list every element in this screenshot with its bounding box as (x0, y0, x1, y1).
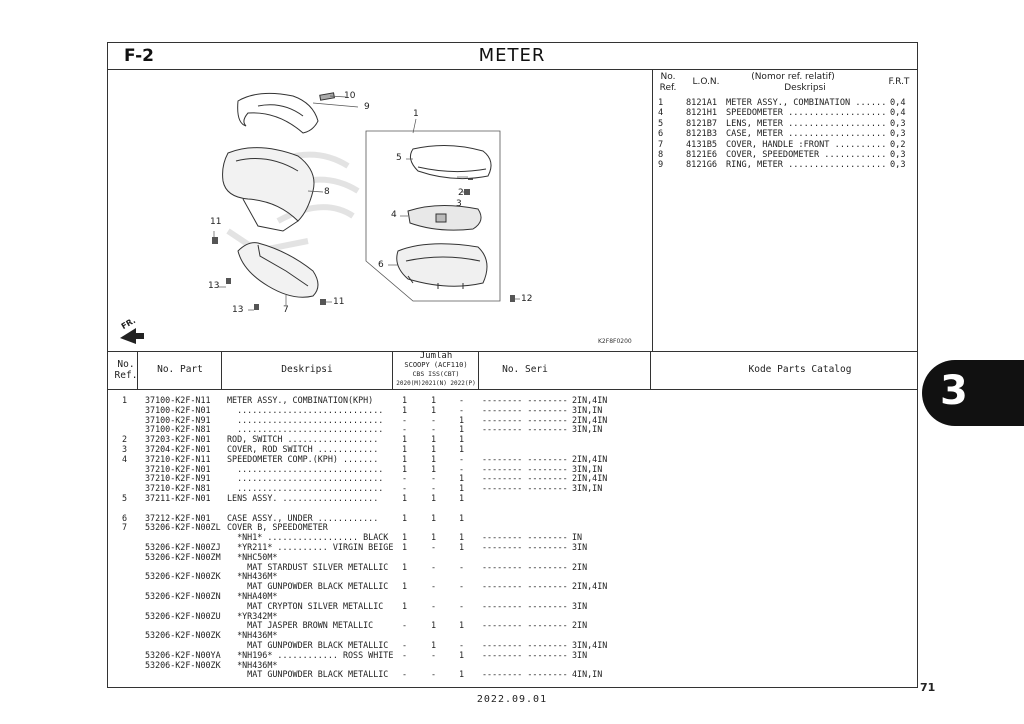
cell-q2: 1 (431, 444, 437, 454)
table-row (112, 631, 732, 641)
cell-kode: 3IN,IN (572, 424, 603, 435)
cell-seri: -------- -------- (482, 395, 568, 405)
figure-code: K2F8F0200 (598, 338, 632, 345)
cell-q1: 1 (402, 532, 408, 543)
cell-q3: 1 (459, 483, 465, 494)
callout: 7 (283, 305, 289, 315)
cell-desc: *NH1* .................. BLACK (227, 532, 389, 543)
ref-cell-lon: 8121E6 (686, 150, 718, 160)
cell-desc: *NH436M* (227, 659, 278, 670)
ref-cell-desc: CASE, METER ................... (726, 129, 887, 140)
cell-kode: 3IN,IN (572, 404, 603, 415)
cell-kode: 3IN,4IN (572, 640, 608, 650)
page-title: METER (478, 45, 546, 66)
cell-q1: - (402, 483, 408, 494)
meter-exploded-drawing (108, 71, 652, 351)
ref-cell-frt: 0,3 (890, 160, 906, 171)
cell-desc: COVER B, SPEEDOMETER (227, 522, 328, 533)
cell-q1: - (402, 414, 408, 425)
table-row (112, 494, 732, 504)
cell-seri: -------- -------- (482, 463, 568, 474)
ref-cell-desc: SPEEDOMETER ................... (726, 108, 887, 119)
cell-q2: - (431, 542, 437, 552)
table-row (112, 670, 732, 680)
cell-part: 37212-K2F-N01 (145, 512, 211, 523)
cell-part: 37210-K2F-N81 (145, 483, 211, 494)
cell-q1: 1 (402, 444, 408, 454)
callout: 8 (324, 187, 330, 197)
table-row (112, 572, 732, 582)
cell-part: 53206-K2F-N00ZM (145, 551, 221, 562)
cell-q1: 1 (402, 404, 408, 415)
callout: 6 (378, 260, 384, 270)
cell-q1: - (402, 473, 408, 484)
cell-q2: - (431, 649, 437, 660)
ref-cell-lon: 4131B5 (686, 139, 718, 150)
cell-ref: 7 (122, 522, 128, 533)
ref-cell-desc: COVER, SPEEDOMETER ............ (726, 150, 887, 160)
cell-q2: 1 (431, 532, 437, 543)
ref-cell-no: 7 (658, 139, 664, 150)
cell-desc: ............................. (227, 414, 384, 425)
cell-seri: -------- -------- (482, 483, 568, 494)
callout: 5 (396, 153, 402, 163)
cell-seri: -------- -------- (482, 669, 568, 680)
cell-kode: 2IN,4IN (572, 453, 608, 464)
page-number: 71 (920, 681, 936, 694)
ref-cell-no: 9 (658, 160, 664, 171)
cell-q3: 1 (459, 620, 465, 631)
cell-q3: 1 (459, 542, 465, 552)
cell-q2: 1 (431, 640, 437, 650)
cell-kode: 2IN,4IN (572, 473, 608, 484)
cell-q3: 1 (459, 649, 465, 660)
cell-q3: 1 (459, 414, 465, 425)
cell-kode: 3IN (572, 600, 588, 611)
cell-q3: - (459, 395, 465, 405)
chapter-tab-label: 3 (940, 368, 968, 414)
cell-q3: - (459, 600, 465, 611)
parts-header-model: SCOOPY (ACF110) (404, 361, 468, 369)
parts-header-kode: Kode Parts Catalog (748, 364, 852, 375)
cell-q3: 1 (459, 473, 465, 484)
table-row (112, 523, 732, 533)
cell-q3: 1 (459, 424, 465, 435)
cell-seri: -------- -------- (482, 404, 568, 415)
cell-part: 53206-K2F-N00YA (145, 649, 221, 660)
ref-cell-frt: 0,4 (890, 108, 906, 119)
cell-part: 37100-K2F-N91 (145, 414, 211, 425)
callout: 4 (391, 210, 397, 220)
cell-q3: 1 (459, 434, 465, 445)
cell-kode: IN (572, 532, 583, 543)
cell-seri: -------- -------- (482, 649, 568, 660)
callout: 11 (210, 217, 222, 227)
ref-cell-no: 5 (658, 118, 664, 129)
parts-header-model-sub: CBS ISS(CBT) (412, 370, 460, 378)
cell-q1: 1 (402, 542, 408, 552)
table-row (112, 612, 732, 622)
cell-part: 37210-K2F-N01 (145, 463, 211, 474)
chapter-tab (922, 360, 1024, 426)
print-date: 2022.09.01 (476, 694, 548, 705)
ref-cell-lon: 8121G6 (686, 160, 718, 171)
diagram-divider (652, 70, 653, 351)
parts-header-deskripsi: Deskripsi (281, 364, 333, 375)
cell-desc: ............................. (227, 463, 384, 474)
cell-part: 37204-K2F-N01 (145, 444, 211, 454)
cell-part: 37210-K2F-N91 (145, 473, 211, 484)
section-code: F-2 (124, 46, 154, 66)
cell-part: 53206-K2F-N00ZU (145, 610, 221, 621)
ref-cell-frt: 0,3 (890, 129, 906, 140)
cell-part: 53206-K2F-N00ZK (145, 659, 221, 670)
cell-q2: 1 (431, 453, 437, 464)
fr-label: FR. (119, 315, 138, 332)
ref-cell-frt: 0,3 (890, 150, 906, 160)
cell-q2: 1 (431, 620, 437, 631)
cell-q2: 1 (431, 493, 437, 503)
cell-q2: - (431, 414, 437, 425)
cell-part: 53206-K2F-N00ZN (145, 591, 221, 601)
cell-desc: MAT GUNPOWDER BLACK METALLIC (227, 640, 389, 650)
cell-q3: 1 (459, 669, 465, 680)
cell-desc: *NHC50M* (227, 551, 278, 562)
table-row (112, 661, 732, 671)
cell-q2: - (431, 424, 437, 435)
cell-desc: MAT JASPER BROWN METALLIC (227, 620, 374, 631)
cell-kode: 2IN (572, 620, 588, 631)
ref-header-lon: L.O.N. (692, 77, 720, 87)
cell-seri: -------- -------- (482, 414, 568, 425)
cell-seri: -------- -------- (482, 542, 568, 552)
cell-q2: 1 (431, 404, 437, 415)
callout: 9 (364, 102, 370, 112)
cell-part: 53206-K2F-N00ZL (145, 522, 221, 533)
cell-seri: -------- -------- (482, 561, 568, 572)
callout: 13 (208, 281, 220, 291)
callout: 1 (413, 109, 419, 119)
parts-header-no-seri: No. Seri (502, 364, 548, 375)
callout: 3 (456, 199, 462, 209)
cell-q3: - (459, 453, 465, 464)
cell-part: 37210-K2F-N11 (145, 453, 211, 464)
cell-part: 37203-K2F-N01 (145, 434, 211, 445)
cell-q1: 1 (402, 581, 408, 592)
ref-header-no: No. Ref. (659, 72, 677, 93)
cell-q1: - (402, 620, 408, 631)
cell-desc: ............................. (227, 404, 384, 415)
cell-q3: 1 (459, 512, 465, 523)
ref-cell-lon: 8121B7 (686, 118, 718, 129)
cell-desc: *NHA40M* (227, 591, 278, 601)
cell-part: 37100-K2F-N11 (145, 395, 211, 405)
ref-cell-no: 4 (658, 108, 664, 119)
ref-header-desc: Deskripsi (784, 83, 826, 93)
cell-part: 37211-K2F-N01 (145, 493, 211, 503)
cell-part: 53206-K2F-N00ZK (145, 630, 221, 641)
ref-header-desc-top: (Nomor ref. relatif) (751, 72, 835, 82)
table-header-rule (107, 389, 918, 390)
cell-desc: MAT STARDUST SILVER METALLIC (227, 561, 389, 572)
cell-q1: 1 (402, 463, 408, 474)
cell-desc: COVER, ROD SWITCH ............ (227, 444, 379, 454)
cell-q3: - (459, 404, 465, 415)
cell-q1: 1 (402, 395, 408, 405)
cell-desc: *NH436M* (227, 571, 278, 582)
cell-q1: 1 (402, 561, 408, 572)
ref-cell-lon: 8121B3 (686, 129, 718, 140)
cell-q3: 1 (459, 493, 465, 503)
col-rule (650, 351, 651, 389)
parts-header-years: 2020(M)2021(N) 2022(P) (396, 380, 476, 387)
cell-q2: - (431, 483, 437, 494)
callout: 12 (521, 294, 533, 304)
cell-q1: - (402, 424, 408, 435)
cell-ref: 5 (122, 493, 128, 503)
cell-kode: 2IN,4IN (572, 581, 608, 592)
cell-q1: 1 (402, 600, 408, 611)
cell-seri: -------- -------- (482, 532, 568, 543)
cell-part: 37100-K2F-N81 (145, 424, 211, 435)
cell-q1: - (402, 640, 408, 650)
cell-desc: *YR342M* (227, 610, 278, 621)
cell-seri: -------- -------- (482, 600, 568, 611)
cell-desc: *NH196* ............ ROSS WHITE (227, 649, 394, 660)
table-row (112, 592, 732, 602)
cell-seri: -------- -------- (482, 581, 568, 592)
cell-seri: -------- -------- (482, 453, 568, 464)
ref-cell-frt: 0,3 (890, 118, 906, 129)
cell-q2: - (431, 581, 437, 592)
cell-desc: ............................. (227, 483, 384, 494)
cell-ref: 2 (122, 434, 128, 445)
parts-header-no-ref: No. Ref. (114, 359, 138, 381)
ref-cell-desc: RING, METER ................... (726, 160, 887, 171)
cell-q3: - (459, 581, 465, 592)
cell-seri: -------- -------- (482, 473, 568, 484)
cell-desc: ............................. (227, 473, 384, 484)
cell-kode: 3IN,IN (572, 483, 603, 494)
cell-part: 53206-K2F-N00ZJ (145, 542, 221, 552)
ref-cell-desc: COVER, HANDLE :FRONT .......... (726, 139, 887, 150)
cell-q2: - (431, 600, 437, 611)
cell-q1: - (402, 669, 408, 680)
cell-q2: 1 (431, 463, 437, 474)
callout: 13 (232, 305, 244, 315)
cell-ref: 1 (122, 395, 128, 405)
cell-q3: - (459, 463, 465, 474)
cell-q1: 1 (402, 493, 408, 503)
cell-seri: -------- -------- (482, 640, 568, 650)
cell-seri: -------- -------- (482, 620, 568, 631)
ref-cell-desc: METER ASSY., COMBINATION ...... (726, 98, 887, 108)
table-top-rule (107, 351, 918, 352)
col-rule (221, 351, 222, 389)
cell-kode: 3IN (572, 649, 588, 660)
cell-q2: 1 (431, 512, 437, 523)
cell-q2: - (431, 473, 437, 484)
cell-q3: - (459, 640, 465, 650)
cell-q3: 1 (459, 444, 465, 454)
ref-cell-frt: 0,4 (890, 98, 906, 108)
cell-desc: *YR211* .......... VIRGIN BEIGE (227, 542, 394, 552)
cell-kode: 4IN,IN (572, 669, 603, 680)
parts-header-no-part: No. Part (157, 364, 203, 375)
cell-q2: 1 (431, 395, 437, 405)
cell-desc: MAT GUNPOWDER BLACK METALLIC (227, 669, 389, 680)
cell-kode: 2IN (572, 561, 588, 572)
callout: 10 (344, 91, 356, 101)
cell-kode: 3IN,IN (572, 463, 603, 474)
cell-q1: 1 (402, 453, 408, 464)
cell-q2: - (431, 669, 437, 680)
cell-desc: ............................. (227, 424, 384, 435)
cell-desc: CASE ASSY., UNDER ............ (227, 512, 379, 523)
cell-desc: LENS ASSY. ................... (227, 493, 379, 503)
cell-part: 53206-K2F-N00ZK (145, 571, 221, 582)
callout: 2 (458, 188, 464, 198)
cell-desc: METER ASSY., COMBINATION(KPH) (227, 395, 374, 405)
cell-ref: 3 (122, 444, 128, 454)
cell-kode: 3IN (572, 542, 588, 552)
cell-kode: 2IN,4IN (572, 395, 608, 405)
table-row (112, 553, 732, 563)
cell-q2: - (431, 561, 437, 572)
cell-desc: *NH436M* (227, 630, 278, 641)
ref-cell-lon: 8121H1 (686, 108, 718, 119)
cell-ref: 6 (122, 512, 128, 523)
cell-q3: 1 (459, 532, 465, 543)
cell-q3: - (459, 561, 465, 572)
cell-desc: ROD, SWITCH .................. (227, 434, 379, 445)
ref-cell-no: 6 (658, 129, 664, 140)
ref-cell-desc: LENS, METER ................... (726, 118, 887, 129)
ref-header-frt: F.R.T (888, 77, 910, 87)
cell-desc: SPEEDOMETER COMP.(KPH) ....... (227, 453, 379, 464)
cell-desc: MAT CRYPTON SILVER METALLIC (227, 600, 384, 611)
cell-seri: -------- -------- (482, 424, 568, 435)
cell-kode: 2IN,4IN (572, 414, 608, 425)
cell-part: 37100-K2F-N01 (145, 404, 211, 415)
ref-cell-lon: 8121A1 (686, 98, 718, 108)
cell-ref: 4 (122, 453, 128, 464)
ref-cell-no: 8 (658, 150, 664, 160)
cell-q1: - (402, 649, 408, 660)
ref-cell-frt: 0,2 (890, 139, 906, 150)
cell-q2: 1 (431, 434, 437, 445)
ref-cell-no: 1 (658, 98, 664, 108)
cell-desc: MAT GUNPOWDER BLACK METALLIC (227, 581, 389, 592)
callout: 11 (333, 297, 345, 307)
cell-q1: 1 (402, 434, 408, 445)
parts-header-jumlah: Jumlah (419, 351, 453, 361)
cell-q1: 1 (402, 512, 408, 523)
parts-diagram (108, 71, 652, 351)
